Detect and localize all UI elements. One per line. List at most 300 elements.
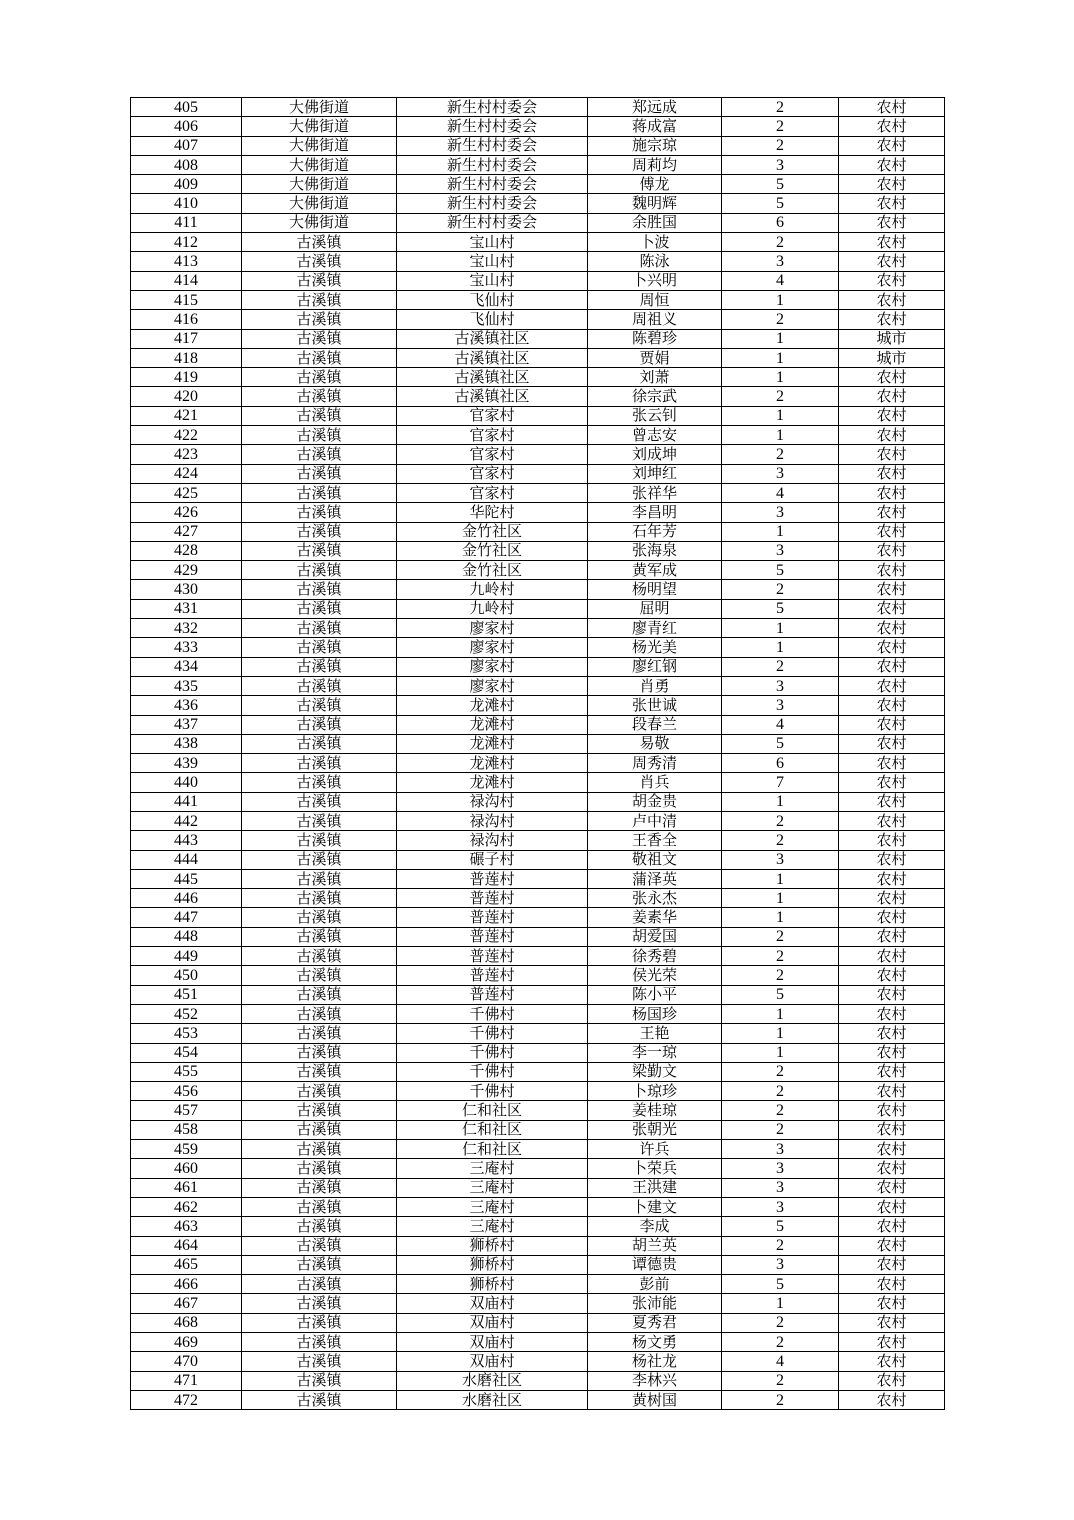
row-number-cell: 445 [131, 869, 242, 888]
count-cell: 2 [722, 966, 839, 985]
name-cell: 周祖义 [588, 310, 722, 329]
row-number-cell: 413 [131, 252, 242, 271]
town-cell: 古溪镇 [242, 696, 397, 715]
name-cell: 谭德贵 [588, 1255, 722, 1274]
table-row [131, 1101, 945, 1120]
area-type-cell: 农村 [839, 541, 945, 560]
name-cell: 肖勇 [588, 676, 722, 695]
area-type-cell: 农村 [839, 1159, 945, 1178]
row-number-cell: 430 [131, 580, 242, 599]
count-cell: 2 [722, 387, 839, 406]
row-number-cell: 423 [131, 445, 242, 464]
area-type-cell: 农村 [839, 1120, 945, 1139]
area-type-cell: 农村 [839, 1082, 945, 1101]
table-row [131, 271, 945, 290]
town-cell: 古溪镇 [242, 1352, 397, 1371]
town-cell: 古溪镇 [242, 1140, 397, 1159]
name-cell: 杨光美 [588, 638, 722, 657]
area-type-cell: 农村 [839, 811, 945, 830]
table-row [131, 1390, 945, 1409]
row-number-cell: 465 [131, 1255, 242, 1274]
village-cell: 禄沟村 [397, 831, 588, 850]
village-cell: 双庙村 [397, 1313, 588, 1332]
village-cell: 宝山村 [397, 233, 588, 252]
village-cell: 龙滩村 [397, 773, 588, 792]
village-cell: 廖家村 [397, 657, 588, 676]
count-cell: 1 [722, 1004, 839, 1023]
count-cell: 1 [722, 426, 839, 445]
count-cell: 6 [722, 754, 839, 773]
area-type-cell: 农村 [839, 1024, 945, 1043]
area-type-cell: 农村 [839, 1313, 945, 1332]
village-cell: 官家村 [397, 445, 588, 464]
village-cell: 飞仙村 [397, 290, 588, 309]
table-row [131, 329, 945, 348]
village-cell: 水磨社区 [397, 1371, 588, 1390]
town-cell: 大佛街道 [242, 155, 397, 174]
area-type-cell: 农村 [839, 831, 945, 850]
name-cell: 卜建文 [588, 1197, 722, 1216]
town-cell: 古溪镇 [242, 368, 397, 387]
area-type-cell: 农村 [839, 1004, 945, 1023]
area-type-cell: 农村 [839, 580, 945, 599]
area-type-cell: 农村 [839, 869, 945, 888]
area-type-cell: 农村 [839, 522, 945, 541]
town-cell: 大佛街道 [242, 175, 397, 194]
area-type-cell: 农村 [839, 98, 945, 117]
count-cell: 1 [722, 792, 839, 811]
town-cell: 古溪镇 [242, 1217, 397, 1236]
name-cell: 夏秀君 [588, 1313, 722, 1332]
name-cell: 段春兰 [588, 715, 722, 734]
name-cell: 石年芳 [588, 522, 722, 541]
row-number-cell: 446 [131, 889, 242, 908]
table-row [131, 657, 945, 676]
row-number-cell: 468 [131, 1313, 242, 1332]
table-row [131, 927, 945, 946]
table-row [131, 1120, 945, 1139]
village-cell: 普莲村 [397, 908, 588, 927]
row-number-cell: 406 [131, 117, 242, 136]
count-cell: 1 [722, 908, 839, 927]
village-cell: 廖家村 [397, 619, 588, 638]
name-cell: 李成 [588, 1217, 722, 1236]
table-row [131, 696, 945, 715]
village-cell: 双庙村 [397, 1352, 588, 1371]
name-cell: 易敬 [588, 734, 722, 753]
name-cell: 徐秀碧 [588, 947, 722, 966]
table-row [131, 908, 945, 927]
town-cell: 古溪镇 [242, 1024, 397, 1043]
row-number-cell: 411 [131, 213, 242, 232]
table-row [131, 445, 945, 464]
village-cell: 普莲村 [397, 869, 588, 888]
village-cell: 禄沟村 [397, 792, 588, 811]
area-type-cell: 农村 [839, 406, 945, 425]
name-cell: 廖红钢 [588, 657, 722, 676]
village-cell: 金竹社区 [397, 522, 588, 541]
village-cell: 新生村村委会 [397, 136, 588, 155]
town-cell: 古溪镇 [242, 561, 397, 580]
area-type-cell: 农村 [839, 271, 945, 290]
village-cell: 古溪镇社区 [397, 387, 588, 406]
village-cell: 三庵村 [397, 1217, 588, 1236]
town-cell: 古溪镇 [242, 387, 397, 406]
area-type-cell: 农村 [839, 1255, 945, 1274]
town-cell: 古溪镇 [242, 947, 397, 966]
village-cell: 廖家村 [397, 676, 588, 695]
table-row [131, 1140, 945, 1159]
table-row [131, 522, 945, 541]
row-number-cell: 461 [131, 1178, 242, 1197]
town-cell: 古溪镇 [242, 1062, 397, 1081]
row-number-cell: 419 [131, 368, 242, 387]
count-cell: 2 [722, 927, 839, 946]
row-number-cell: 436 [131, 696, 242, 715]
table-row [131, 831, 945, 850]
row-number-cell: 460 [131, 1159, 242, 1178]
town-cell: 古溪镇 [242, 233, 397, 252]
table-row [131, 1255, 945, 1274]
row-number-cell: 470 [131, 1352, 242, 1371]
village-cell: 宝山村 [397, 252, 588, 271]
name-cell: 张云钊 [588, 406, 722, 425]
village-cell: 古溪镇社区 [397, 348, 588, 367]
name-cell: 王香全 [588, 831, 722, 850]
name-cell: 张祥华 [588, 483, 722, 502]
row-number-cell: 405 [131, 98, 242, 117]
town-cell: 古溪镇 [242, 483, 397, 502]
name-cell: 施宗琼 [588, 136, 722, 155]
name-cell: 周秀清 [588, 754, 722, 773]
row-number-cell: 427 [131, 522, 242, 541]
town-cell: 大佛街道 [242, 194, 397, 213]
area-type-cell: 农村 [839, 696, 945, 715]
count-cell: 2 [722, 1062, 839, 1081]
count-cell: 3 [722, 541, 839, 560]
count-cell: 5 [722, 599, 839, 618]
name-cell: 魏明辉 [588, 194, 722, 213]
count-cell: 1 [722, 348, 839, 367]
area-type-cell: 农村 [839, 561, 945, 580]
village-cell: 新生村村委会 [397, 175, 588, 194]
name-cell: 王洪建 [588, 1178, 722, 1197]
village-cell: 双庙村 [397, 1333, 588, 1352]
row-number-cell: 455 [131, 1062, 242, 1081]
table-row [131, 213, 945, 232]
area-type-cell: 农村 [839, 927, 945, 946]
village-cell: 金竹社区 [397, 561, 588, 580]
name-cell: 刘坤红 [588, 464, 722, 483]
name-cell: 郑远成 [588, 98, 722, 117]
table-row [131, 889, 945, 908]
area-type-cell: 农村 [839, 657, 945, 676]
town-cell: 古溪镇 [242, 850, 397, 869]
village-cell: 狮桥村 [397, 1275, 588, 1294]
row-number-cell: 471 [131, 1371, 242, 1390]
area-type-cell: 农村 [839, 445, 945, 464]
row-number-cell: 425 [131, 483, 242, 502]
area-type-cell: 农村 [839, 619, 945, 638]
village-cell: 新生村村委会 [397, 213, 588, 232]
count-cell: 3 [722, 696, 839, 715]
table-row [131, 561, 945, 580]
name-cell: 胡爱国 [588, 927, 722, 946]
village-cell: 三庵村 [397, 1178, 588, 1197]
count-cell: 5 [722, 1275, 839, 1294]
count-cell: 2 [722, 811, 839, 830]
table-row [131, 290, 945, 309]
town-cell: 古溪镇 [242, 1390, 397, 1409]
area-type-cell: 农村 [839, 947, 945, 966]
count-cell: 3 [722, 1178, 839, 1197]
table-row [131, 792, 945, 811]
town-cell: 古溪镇 [242, 1313, 397, 1332]
village-cell: 龙滩村 [397, 715, 588, 734]
table-row [131, 715, 945, 734]
row-number-cell: 469 [131, 1333, 242, 1352]
town-cell: 古溪镇 [242, 869, 397, 888]
town-cell: 古溪镇 [242, 657, 397, 676]
town-cell: 古溪镇 [242, 541, 397, 560]
town-cell: 古溪镇 [242, 1236, 397, 1255]
town-cell: 古溪镇 [242, 619, 397, 638]
table-row [131, 638, 945, 657]
row-number-cell: 420 [131, 387, 242, 406]
name-cell: 陈碧珍 [588, 329, 722, 348]
village-cell: 飞仙村 [397, 310, 588, 329]
village-cell: 官家村 [397, 406, 588, 425]
town-cell: 古溪镇 [242, 1275, 397, 1294]
count-cell: 5 [722, 561, 839, 580]
table-row [131, 1197, 945, 1216]
town-cell: 大佛街道 [242, 213, 397, 232]
town-cell: 古溪镇 [242, 908, 397, 927]
count-cell: 1 [722, 1024, 839, 1043]
row-number-cell: 441 [131, 792, 242, 811]
row-number-cell: 444 [131, 850, 242, 869]
village-cell: 仁和社区 [397, 1120, 588, 1139]
area-type-cell: 农村 [839, 715, 945, 734]
town-cell: 古溪镇 [242, 1120, 397, 1139]
town-cell: 古溪镇 [242, 715, 397, 734]
village-cell: 狮桥村 [397, 1255, 588, 1274]
town-cell: 古溪镇 [242, 522, 397, 541]
row-number-cell: 415 [131, 290, 242, 309]
village-cell: 官家村 [397, 426, 588, 445]
name-cell: 周莉均 [588, 155, 722, 174]
area-type-cell: 农村 [839, 136, 945, 155]
row-number-cell: 426 [131, 503, 242, 522]
table-row [131, 117, 945, 136]
area-type-cell: 农村 [839, 368, 945, 387]
name-cell: 杨国珍 [588, 1004, 722, 1023]
area-type-cell: 农村 [839, 792, 945, 811]
count-cell: 2 [722, 1082, 839, 1101]
table-row [131, 252, 945, 271]
count-cell: 1 [722, 1294, 839, 1313]
town-cell: 大佛街道 [242, 117, 397, 136]
name-cell: 杨文勇 [588, 1333, 722, 1352]
village-cell: 古溪镇社区 [397, 329, 588, 348]
area-type-cell: 农村 [839, 233, 945, 252]
name-cell: 卜琼珍 [588, 1082, 722, 1101]
village-cell: 金竹社区 [397, 541, 588, 560]
area-type-cell: 农村 [839, 1217, 945, 1236]
village-cell: 龙滩村 [397, 734, 588, 753]
name-cell: 杨明望 [588, 580, 722, 599]
village-cell: 古溪镇社区 [397, 368, 588, 387]
name-cell: 姜桂琼 [588, 1101, 722, 1120]
row-number-cell: 453 [131, 1024, 242, 1043]
row-number-cell: 433 [131, 638, 242, 657]
row-number-cell: 458 [131, 1120, 242, 1139]
row-number-cell: 435 [131, 676, 242, 695]
count-cell: 2 [722, 136, 839, 155]
table-row [131, 233, 945, 252]
table-row [131, 541, 945, 560]
table-row [131, 426, 945, 445]
row-number-cell: 424 [131, 464, 242, 483]
town-cell: 古溪镇 [242, 1101, 397, 1120]
area-type-cell: 农村 [839, 387, 945, 406]
village-cell: 双庙村 [397, 1294, 588, 1313]
village-cell: 水磨社区 [397, 1390, 588, 1409]
village-cell: 碾子村 [397, 850, 588, 869]
count-cell: 1 [722, 290, 839, 309]
town-cell: 古溪镇 [242, 599, 397, 618]
row-number-cell: 472 [131, 1390, 242, 1409]
name-cell: 侯光荣 [588, 966, 722, 985]
table-row [131, 1352, 945, 1371]
count-cell: 3 [722, 1197, 839, 1216]
table-row [131, 1217, 945, 1236]
row-number-cell: 452 [131, 1004, 242, 1023]
village-cell: 廖家村 [397, 638, 588, 657]
row-number-cell: 464 [131, 1236, 242, 1255]
village-cell: 仁和社区 [397, 1140, 588, 1159]
town-cell: 古溪镇 [242, 1294, 397, 1313]
table-row [131, 503, 945, 522]
village-cell: 普莲村 [397, 889, 588, 908]
town-cell: 古溪镇 [242, 638, 397, 657]
town-cell: 古溪镇 [242, 792, 397, 811]
town-cell: 古溪镇 [242, 1333, 397, 1352]
table-row [131, 966, 945, 985]
count-cell: 2 [722, 1313, 839, 1332]
name-cell: 彭前 [588, 1275, 722, 1294]
name-cell: 卜波 [588, 233, 722, 252]
row-number-cell: 449 [131, 947, 242, 966]
count-cell: 2 [722, 1236, 839, 1255]
count-cell: 2 [722, 1333, 839, 1352]
village-cell: 禄沟村 [397, 811, 588, 830]
row-number-cell: 434 [131, 657, 242, 676]
row-number-cell: 437 [131, 715, 242, 734]
name-cell: 余胜国 [588, 213, 722, 232]
row-number-cell: 459 [131, 1140, 242, 1159]
name-cell: 屈明 [588, 599, 722, 618]
area-type-cell: 农村 [839, 850, 945, 869]
table-row [131, 98, 945, 117]
area-type-cell: 农村 [839, 1333, 945, 1352]
table-row [131, 348, 945, 367]
row-number-cell: 412 [131, 233, 242, 252]
village-cell: 新生村村委会 [397, 98, 588, 117]
name-cell: 周恒 [588, 290, 722, 309]
table-row [131, 754, 945, 773]
data-table [130, 97, 945, 1410]
row-number-cell: 432 [131, 619, 242, 638]
town-cell: 古溪镇 [242, 889, 397, 908]
area-type-cell: 城市 [839, 329, 945, 348]
count-cell: 6 [722, 213, 839, 232]
name-cell: 卢中清 [588, 811, 722, 830]
town-cell: 古溪镇 [242, 773, 397, 792]
count-cell: 2 [722, 310, 839, 329]
town-cell: 古溪镇 [242, 271, 397, 290]
table-row [131, 1236, 945, 1255]
area-type-cell: 农村 [839, 1178, 945, 1197]
table-row [131, 175, 945, 194]
village-cell: 普莲村 [397, 927, 588, 946]
village-cell: 新生村村委会 [397, 155, 588, 174]
table-row [131, 136, 945, 155]
table-row [131, 850, 945, 869]
area-type-cell: 农村 [839, 1236, 945, 1255]
name-cell: 陈小平 [588, 985, 722, 1004]
village-cell: 普莲村 [397, 966, 588, 985]
village-cell: 千佛村 [397, 1024, 588, 1043]
row-number-cell: 409 [131, 175, 242, 194]
table-row [131, 368, 945, 387]
area-type-cell: 农村 [839, 1294, 945, 1313]
town-cell: 古溪镇 [242, 580, 397, 599]
count-cell: 1 [722, 1043, 839, 1062]
village-cell: 九岭村 [397, 580, 588, 599]
area-type-cell: 农村 [839, 426, 945, 445]
row-number-cell: 414 [131, 271, 242, 290]
town-cell: 古溪镇 [242, 329, 397, 348]
table-row [131, 619, 945, 638]
area-type-cell: 农村 [839, 175, 945, 194]
village-cell: 龙滩村 [397, 754, 588, 773]
area-type-cell: 农村 [839, 213, 945, 232]
row-number-cell: 421 [131, 406, 242, 425]
area-type-cell: 农村 [839, 117, 945, 136]
count-cell: 1 [722, 638, 839, 657]
town-cell: 古溪镇 [242, 754, 397, 773]
count-cell: 2 [722, 1120, 839, 1139]
count-cell: 1 [722, 368, 839, 387]
row-number-cell: 456 [131, 1082, 242, 1101]
count-cell: 7 [722, 773, 839, 792]
table-row [131, 1043, 945, 1062]
table-row [131, 1178, 945, 1197]
name-cell: 刘萧 [588, 368, 722, 387]
count-cell: 4 [722, 271, 839, 290]
table-row [131, 1159, 945, 1178]
area-type-cell: 农村 [839, 676, 945, 695]
row-number-cell: 422 [131, 426, 242, 445]
village-cell: 千佛村 [397, 1082, 588, 1101]
area-type-cell: 农村 [839, 290, 945, 309]
area-type-cell: 农村 [839, 1140, 945, 1159]
table-row [131, 155, 945, 174]
count-cell: 2 [722, 580, 839, 599]
area-type-cell: 农村 [839, 1197, 945, 1216]
area-type-cell: 农村 [839, 1043, 945, 1062]
